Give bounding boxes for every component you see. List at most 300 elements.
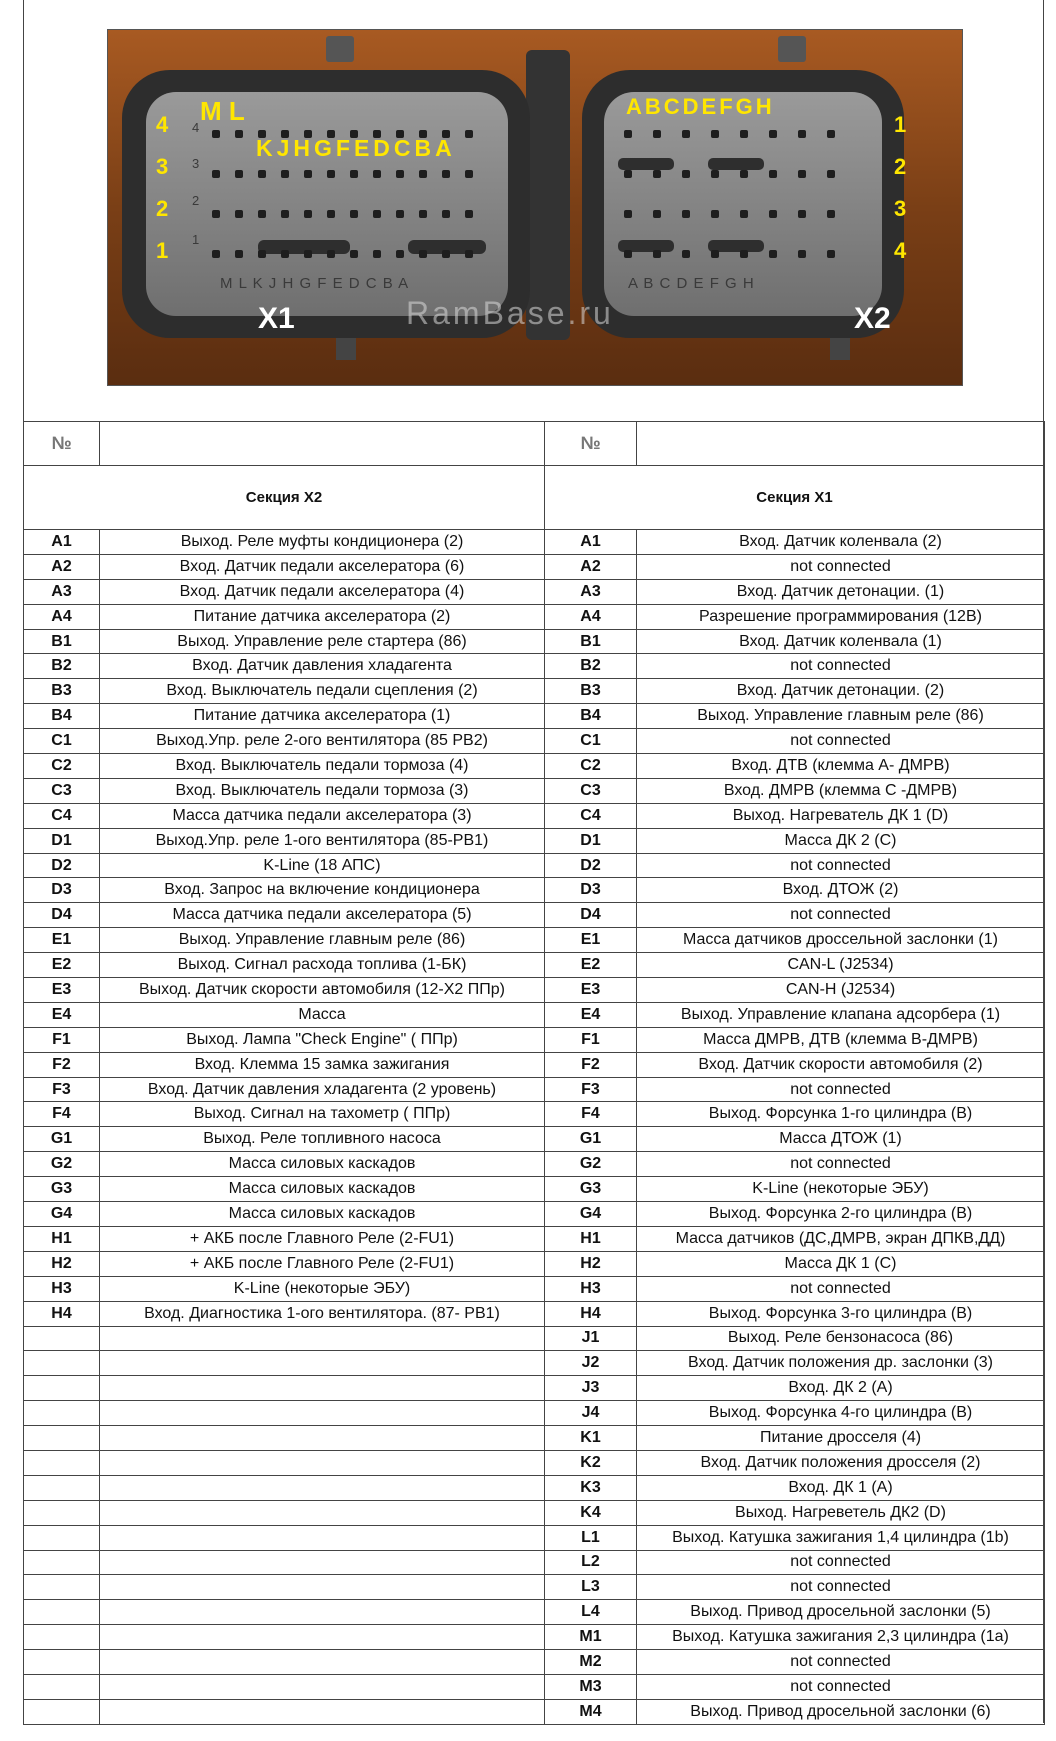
section-header-row xyxy=(24,466,1045,530)
pin-description-x1: Выход. Катушка зажигания 2,3 цилиндра (1a) xyxy=(637,1625,1045,1650)
connector-pin xyxy=(212,250,220,258)
pin-description-x2: Выход. Лампа "Check Engine" ( ППр) xyxy=(100,1027,545,1052)
pin-description-x2: Выход. Датчик скорости автомобиля (12-X2 ППр) xyxy=(100,978,545,1003)
header-number-left: № xyxy=(24,422,100,466)
pin-number-x1: D3 xyxy=(545,878,637,903)
table-row xyxy=(24,1674,1045,1699)
pin-number-x1: C1 xyxy=(545,729,637,754)
connector-pin xyxy=(465,170,473,178)
pin-description-x2 xyxy=(100,1550,545,1575)
x1-row-number: 1 xyxy=(156,238,169,263)
pin-number-x2: E3 xyxy=(24,978,100,1003)
pin-number-x1: G4 xyxy=(545,1202,637,1227)
connector-pin xyxy=(798,210,806,218)
pin-number-x2: A3 xyxy=(24,579,100,604)
table-row xyxy=(24,1525,1045,1550)
pin-description-x2: + АКБ после Главного Реле (2-FU1) xyxy=(100,1251,545,1276)
connector-pin xyxy=(740,250,748,258)
pin-number-x1: E2 xyxy=(545,953,637,978)
table-row xyxy=(24,629,1045,654)
pin-number-x1: E1 xyxy=(545,928,637,953)
pin-description-x2 xyxy=(100,1699,545,1724)
pin-description-x1: Вход. Датчик скорости автомобиля (2) xyxy=(637,1052,1045,1077)
x2-connector-slot xyxy=(618,158,674,170)
watermark: RamBase.ru xyxy=(406,295,614,331)
pin-description-x1: CAN-L (J2534) xyxy=(637,953,1045,978)
pin-number-x1: A3 xyxy=(545,579,637,604)
pin-description-x2: Масса силовых каскадов xyxy=(100,1202,545,1227)
pin-description-x1: Вход. Датчик коленвала (2) xyxy=(637,530,1045,555)
table-row xyxy=(24,903,1045,928)
connector-pin xyxy=(653,210,661,218)
pin-number-x1: E4 xyxy=(545,1002,637,1027)
table-row xyxy=(24,729,1045,754)
connector-pin xyxy=(769,170,777,178)
pin-description-x1: not connected xyxy=(637,853,1045,878)
connector-pin xyxy=(419,210,427,218)
connector-pin xyxy=(653,250,661,258)
table-row xyxy=(24,978,1045,1003)
pin-number-x1: J4 xyxy=(545,1401,637,1426)
pin-number-x2: F4 xyxy=(24,1102,100,1127)
pin-number-x2: E1 xyxy=(24,928,100,953)
pin-number-x1: L3 xyxy=(545,1575,637,1600)
pin-number-x2: A4 xyxy=(24,604,100,629)
pin-number-x1: M3 xyxy=(545,1674,637,1699)
pin-description-x1: Выход. Привод дросельной заслонки (6) xyxy=(637,1699,1045,1724)
table-row xyxy=(24,828,1045,853)
pin-number-x2: C2 xyxy=(24,754,100,779)
pin-description-x1: Масса ДМРВ, ДТВ (клемма В-ДМРВ) xyxy=(637,1027,1045,1052)
table-row xyxy=(24,754,1045,779)
pin-number-x1: D1 xyxy=(545,828,637,853)
connector-pin xyxy=(396,210,404,218)
pin-number-x1: L1 xyxy=(545,1525,637,1550)
pin-description-x2: Выход. Управление реле стартера (86) xyxy=(100,629,545,654)
table-row xyxy=(24,679,1045,704)
pin-number-x1: D4 xyxy=(545,903,637,928)
pin-description-x2: Питание датчика акселератора (1) xyxy=(100,704,545,729)
pin-number-x2: F1 xyxy=(24,1027,100,1052)
x2-connector-slot xyxy=(708,158,764,170)
pin-description-x2: Масса силовых каскадов xyxy=(100,1177,545,1202)
x2-label: X2 xyxy=(854,302,891,335)
connector-pin xyxy=(682,210,690,218)
connector-pin xyxy=(327,170,335,178)
connector-pin xyxy=(281,170,289,178)
pin-description-x2 xyxy=(100,1401,545,1426)
table-row xyxy=(24,1376,1045,1401)
connector-pin xyxy=(653,170,661,178)
pin-number-x1: M2 xyxy=(545,1650,637,1675)
pin-number-x1: G2 xyxy=(545,1152,637,1177)
pin-description-x2: Вход. Клемма 15 замка зажигания xyxy=(100,1052,545,1077)
table-row xyxy=(24,1600,1045,1625)
pin-description-x1: Выход. Катушка зажигания 1,4 цилиндра (1b) xyxy=(637,1525,1045,1550)
connector-pin xyxy=(465,250,473,258)
x1-row-number: 4 xyxy=(156,112,169,137)
pin-description-x2: Вход. Датчик педали акселератора (6) xyxy=(100,554,545,579)
connector-pin xyxy=(769,130,777,138)
header-number-right: № xyxy=(545,422,637,466)
pin-description-x1: Масса датчиков дроссельной заслонки (1) xyxy=(637,928,1045,953)
connector-pin xyxy=(373,210,381,218)
pin-number-x2: G2 xyxy=(24,1152,100,1177)
pin-description-x1: Масса ДТОЖ (1) xyxy=(637,1127,1045,1152)
pin-description-x1: not connected xyxy=(637,903,1045,928)
pin-description-x2: Вход. Выключатель педали тормоза (3) xyxy=(100,778,545,803)
table-row xyxy=(24,1650,1045,1675)
table-row xyxy=(24,579,1045,604)
connector-pin xyxy=(235,210,243,218)
pin-description-x2: Выход. Реле муфты кондиционера (2) xyxy=(100,530,545,555)
table-row xyxy=(24,1152,1045,1177)
pin-description-x1: Выход. Форсунка 4-го цилиндра (В) xyxy=(637,1401,1045,1426)
connector-pin xyxy=(624,170,632,178)
pin-description-x2: Вход. Датчик давления хладагента (2 уровень) xyxy=(100,1077,545,1102)
pin-number-x2 xyxy=(24,1625,100,1650)
pin-number-x1: C3 xyxy=(545,778,637,803)
x1-bottom-letters: M L K J H G F E D C B A xyxy=(220,275,410,292)
pin-number-x1: L4 xyxy=(545,1600,637,1625)
pin-description-x1: Вход. ДТВ (клемма А- ДМРВ) xyxy=(637,754,1045,779)
pin-number-x2: D4 xyxy=(24,903,100,928)
pin-number-x1: F4 xyxy=(545,1102,637,1127)
pin-description-x1: not connected xyxy=(637,1575,1045,1600)
pin-number-x1: F1 xyxy=(545,1027,637,1052)
connector-pin xyxy=(235,170,243,178)
pin-description-x2: Выход. Реле топливного насоса xyxy=(100,1127,545,1152)
pin-description-x1: Вход. Датчик коленвала (1) xyxy=(637,629,1045,654)
connector-pin xyxy=(740,210,748,218)
pin-description-x2: Выход.Упр. реле 1-ого вентилятора (85-РВ1) xyxy=(100,828,545,853)
pin-description-x2 xyxy=(100,1376,545,1401)
pin-description-x1: K-Line (некоторые ЭБУ) xyxy=(637,1177,1045,1202)
connector-pin xyxy=(350,170,358,178)
connector-pin xyxy=(827,250,835,258)
pin-number-x2: C3 xyxy=(24,778,100,803)
table-row xyxy=(24,604,1045,629)
table-row xyxy=(24,1102,1045,1127)
table-row xyxy=(24,1401,1045,1426)
pin-number-x2: D2 xyxy=(24,853,100,878)
table-row xyxy=(24,1550,1045,1575)
pin-description-x2: + АКБ после Главного Реле (2-FU1) xyxy=(100,1226,545,1251)
table-row xyxy=(24,1351,1045,1376)
pin-number-x2 xyxy=(24,1351,100,1376)
pin-number-x2: H4 xyxy=(24,1301,100,1326)
connector-pin xyxy=(212,130,220,138)
x2-row-number: 4 xyxy=(894,238,907,263)
connector-pin xyxy=(769,210,777,218)
pin-number-x1: F3 xyxy=(545,1077,637,1102)
pin-number-x2: C1 xyxy=(24,729,100,754)
pin-description-x1: Выход. Нагреветель ДК2 (D) xyxy=(637,1500,1045,1525)
pin-number-x2: G1 xyxy=(24,1127,100,1152)
pin-description-x1: Питание дросселя (4) xyxy=(637,1426,1045,1451)
pin-description-x2: K-Line (некоторые ЭБУ) xyxy=(100,1276,545,1301)
pin-number-x1: K4 xyxy=(545,1500,637,1525)
pin-description-x1: not connected xyxy=(637,1276,1045,1301)
pin-number-x1: B4 xyxy=(545,704,637,729)
connector-pin xyxy=(304,170,312,178)
connector-pin xyxy=(350,210,358,218)
pin-number-x2 xyxy=(24,1426,100,1451)
pin-description-x1: CAN-H (J2534) xyxy=(637,978,1045,1003)
connector-pin xyxy=(350,250,358,258)
connector-pin xyxy=(740,170,748,178)
table-row xyxy=(24,1052,1045,1077)
pin-description-x1: not connected xyxy=(637,1674,1045,1699)
table-row xyxy=(24,1326,1045,1351)
table-row xyxy=(24,853,1045,878)
x2-row-number: 2 xyxy=(894,154,907,179)
pin-number-x1: C2 xyxy=(545,754,637,779)
pin-description-x2: K-Line (18 АПС) xyxy=(100,853,545,878)
pin-description-x2 xyxy=(100,1450,545,1475)
x1-connector-slot xyxy=(258,240,350,254)
pin-number-x2: H3 xyxy=(24,1276,100,1301)
table-row xyxy=(24,928,1045,953)
pin-number-x2: B4 xyxy=(24,704,100,729)
pin-number-x1: A2 xyxy=(545,554,637,579)
x2-top-letters: ABCDEFGH xyxy=(626,94,775,119)
pin-number-x1: K3 xyxy=(545,1475,637,1500)
pin-number-x1: G3 xyxy=(545,1177,637,1202)
table-row xyxy=(24,1177,1045,1202)
pin-description-x2 xyxy=(100,1475,545,1500)
pin-number-x2 xyxy=(24,1326,100,1351)
section-x2-title: Секция X2 xyxy=(24,466,545,530)
connector-pin xyxy=(465,210,473,218)
pin-number-x1: C4 xyxy=(545,803,637,828)
connector-pin xyxy=(682,170,690,178)
pin-number-x1: H4 xyxy=(545,1301,637,1326)
connector-pin xyxy=(653,130,661,138)
table-row xyxy=(24,1226,1045,1251)
pin-number-x2 xyxy=(24,1699,100,1724)
pin-description-x2: Масса силовых каскадов xyxy=(100,1152,545,1177)
pin-description-x1: Масса датчиков (ДС,ДМРВ, экран ДПКВ,ДД) xyxy=(637,1226,1045,1251)
x1-row-letters: KJHGFEDCBA xyxy=(256,135,456,161)
pin-number-x1: J1 xyxy=(545,1326,637,1351)
table-row xyxy=(24,778,1045,803)
table-row xyxy=(24,1500,1045,1525)
pin-description-x2: Выход. Сигнал на тахометр ( ППр) xyxy=(100,1102,545,1127)
x2-row-number: 1 xyxy=(894,112,907,137)
connector-pin xyxy=(373,170,381,178)
connector-pin xyxy=(304,250,312,258)
header-description-left xyxy=(100,422,545,466)
table-row xyxy=(24,1301,1045,1326)
pin-number-x2: B1 xyxy=(24,629,100,654)
connector-photo xyxy=(107,29,963,386)
pin-number-x2: G4 xyxy=(24,1202,100,1227)
pin-number-x1: J2 xyxy=(545,1351,637,1376)
table-row xyxy=(24,704,1045,729)
pin-number-x1: H2 xyxy=(545,1251,637,1276)
connector-pin xyxy=(798,250,806,258)
table-row xyxy=(24,1699,1045,1724)
pin-number-x1: G1 xyxy=(545,1127,637,1152)
pin-number-x2 xyxy=(24,1650,100,1675)
pin-number-x1: M4 xyxy=(545,1699,637,1724)
pin-description-x1: Выход. Форсунка 2-го цилиндра (В) xyxy=(637,1202,1045,1227)
pin-description-x2: Масса датчика педали акселератора (3) xyxy=(100,803,545,828)
pin-number-x2 xyxy=(24,1525,100,1550)
pin-number-x1: L2 xyxy=(545,1550,637,1575)
table-row xyxy=(24,1625,1045,1650)
pin-description-x1: not connected xyxy=(637,1077,1045,1102)
pin-description-x1: Разрешение программирования (12В) xyxy=(637,604,1045,629)
pin-number-x2: H2 xyxy=(24,1251,100,1276)
x2-row-number: 3 xyxy=(894,196,907,221)
pin-number-x1: M1 xyxy=(545,1625,637,1650)
connector-pin xyxy=(827,170,835,178)
pin-description-x1: Масса ДК 2 (С) xyxy=(637,828,1045,853)
connector-pin xyxy=(624,210,632,218)
x1-small-row-number: 1 xyxy=(192,232,200,247)
pin-number-x2: E4 xyxy=(24,1002,100,1027)
pin-number-x2: A2 xyxy=(24,554,100,579)
pin-number-x2: D1 xyxy=(24,828,100,853)
pin-description-x1: Выход. Управление клапана адсорбера (1) xyxy=(637,1002,1045,1027)
connector-pin xyxy=(711,130,719,138)
pin-number-x2: H1 xyxy=(24,1226,100,1251)
pin-description-x2 xyxy=(100,1600,545,1625)
table-row xyxy=(24,953,1045,978)
pin-description-x2: Вход. Диагностика 1-ого вентилятора. (87- РВ1) xyxy=(100,1301,545,1326)
pin-number-x2: B3 xyxy=(24,679,100,704)
x1-latch xyxy=(326,36,354,62)
x1-small-row-number: 2 xyxy=(192,193,200,208)
pin-number-x1: A1 xyxy=(545,530,637,555)
pin-description-x1: not connected xyxy=(637,1650,1045,1675)
pin-number-x2: E2 xyxy=(24,953,100,978)
table-row xyxy=(24,1077,1045,1102)
x1-label: X1 xyxy=(258,302,295,335)
connector-pin xyxy=(373,250,381,258)
pin-description-x2 xyxy=(100,1326,545,1351)
connector-pin xyxy=(798,170,806,178)
pin-description-x1: Выход. Реле бензонасоса (86) xyxy=(637,1326,1045,1351)
pin-description-x2 xyxy=(100,1500,545,1525)
x2-bottom-letters: A B C D E F G H xyxy=(628,275,755,292)
connector-pin xyxy=(281,210,289,218)
pin-number-x2: B2 xyxy=(24,654,100,679)
table-row xyxy=(24,1027,1045,1052)
table-row xyxy=(24,654,1045,679)
table-row xyxy=(24,1251,1045,1276)
table-row xyxy=(24,803,1045,828)
pin-number-x1: J3 xyxy=(545,1376,637,1401)
pin-description-x1: Выход. Управление главным реле (86) xyxy=(637,704,1045,729)
table-row xyxy=(24,1450,1045,1475)
connector-pin xyxy=(258,210,266,218)
x2-latch xyxy=(778,36,806,62)
table-row xyxy=(24,1575,1045,1600)
connector-pin xyxy=(711,210,719,218)
connector-pin xyxy=(624,250,632,258)
pin-number-x1: K2 xyxy=(545,1450,637,1475)
pin-number-x2 xyxy=(24,1450,100,1475)
connector-pin xyxy=(419,250,427,258)
connector-pin xyxy=(212,210,220,218)
pin-number-x1: F2 xyxy=(545,1052,637,1077)
pin-number-x2 xyxy=(24,1401,100,1426)
connector-pin xyxy=(682,250,690,258)
pin-number-x2: C4 xyxy=(24,803,100,828)
pin-number-x2: F3 xyxy=(24,1077,100,1102)
pin-number-x1: B1 xyxy=(545,629,637,654)
connector-pin xyxy=(711,250,719,258)
connector-pin xyxy=(235,130,243,138)
connector-pin xyxy=(442,210,450,218)
pin-description-x1: not connected xyxy=(637,1152,1045,1177)
table-row xyxy=(24,554,1045,579)
pin-description-x1: Выход. Нагреватель ДК 1 (D) xyxy=(637,803,1045,828)
table-row xyxy=(24,878,1045,903)
pin-number-x2 xyxy=(24,1575,100,1600)
pin-number-x2: F2 xyxy=(24,1052,100,1077)
pin-number-x1: K1 xyxy=(545,1426,637,1451)
table-row xyxy=(24,1475,1045,1500)
connector-pin xyxy=(327,250,335,258)
pin-number-x2 xyxy=(24,1600,100,1625)
pin-number-x2: G3 xyxy=(24,1177,100,1202)
pin-number-x2: D3 xyxy=(24,878,100,903)
pin-number-x2 xyxy=(24,1475,100,1500)
x1-small-row-number: 3 xyxy=(192,156,200,171)
pinout-table xyxy=(23,421,1045,1725)
pin-description-x1: not connected xyxy=(637,729,1045,754)
connector-pin xyxy=(396,250,404,258)
connector-pin xyxy=(740,130,748,138)
pin-description-x2: Вход. Датчик педали акселератора (4) xyxy=(100,579,545,604)
pin-description-x2: Выход.Упр. реле 2-ого вентилятора (85 РВ2) xyxy=(100,729,545,754)
pin-description-x1: not connected xyxy=(637,1550,1045,1575)
pin-number-x1: E3 xyxy=(545,978,637,1003)
connector-pin xyxy=(419,170,427,178)
connector-pin xyxy=(827,130,835,138)
pin-number-x2 xyxy=(24,1674,100,1699)
pin-description-x2 xyxy=(100,1525,545,1550)
connector-pin xyxy=(212,170,220,178)
connector-pin xyxy=(682,130,690,138)
x1-row-number: 3 xyxy=(156,154,169,179)
pin-number-x1: H1 xyxy=(545,1226,637,1251)
table-header-row xyxy=(24,422,1045,466)
pin-number-x2 xyxy=(24,1550,100,1575)
connector-pin xyxy=(711,170,719,178)
connector-pin xyxy=(281,250,289,258)
x1-top-letters: M L xyxy=(200,96,245,126)
connector-pin xyxy=(304,210,312,218)
connector-pin xyxy=(235,250,243,258)
pin-description-x2 xyxy=(100,1650,545,1675)
table-row xyxy=(24,1127,1045,1152)
connector-pin xyxy=(827,210,835,218)
x1-row-number: 2 xyxy=(156,196,169,221)
pin-description-x1: Вход. Датчик положения др. заслонки (3) xyxy=(637,1351,1045,1376)
pin-description-x2: Выход. Сигнал расхода топлива (1-БК) xyxy=(100,953,545,978)
pin-description-x2 xyxy=(100,1426,545,1451)
pin-description-x2 xyxy=(100,1575,545,1600)
pin-description-x2: Вход. Выключатель педали тормоза (4) xyxy=(100,754,545,779)
pin-number-x1: B2 xyxy=(545,654,637,679)
pin-description-x1: Вход. Датчик детонации. (1) xyxy=(637,579,1045,604)
connector-pin xyxy=(442,250,450,258)
